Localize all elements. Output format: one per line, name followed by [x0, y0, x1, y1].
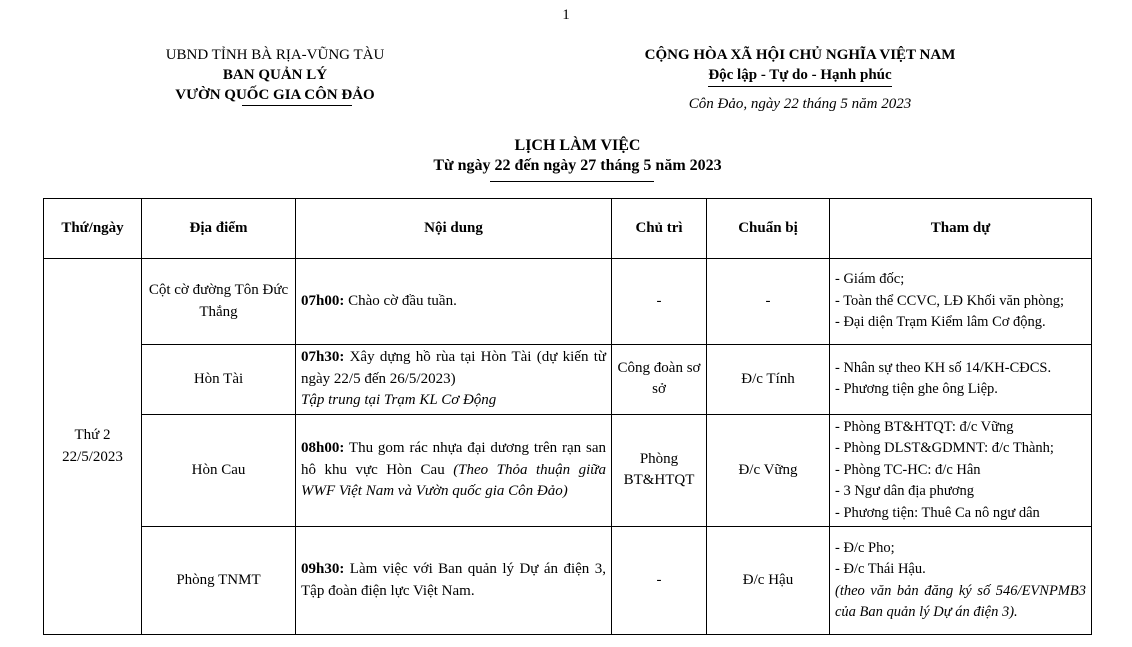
chair-cell: -	[612, 259, 707, 345]
table-row	[44, 259, 1092, 345]
location-cell: Cột cờ đường Tôn Đức Thắng	[142, 259, 296, 345]
col-header-attendees: Tham dự	[830, 199, 1092, 259]
agency-header	[130, 45, 420, 106]
attendee-item: - Phòng BT&HTQT: đ/c Vững	[835, 418, 1014, 435]
day-cell	[44, 259, 142, 635]
attendee-item: - 3 Ngư dân địa phương	[835, 483, 974, 499]
location-cell: Hòn Cau	[142, 414, 296, 527]
schedule-table	[43, 198, 1092, 635]
prepare-cell: Đ/c Tính	[707, 345, 830, 415]
day-weekday: Thứ 2	[74, 427, 111, 443]
table-header-row	[44, 199, 1092, 259]
content-text: Thu gom rác nhựa đại dương trên rạn san hô khu vực Hòn Cau	[301, 440, 606, 478]
attendee-item: - Phương tiện ghe ông Liệp.	[835, 381, 998, 398]
attendee-item: - Nhân sự theo KH số 14/KH-CĐCS.	[835, 359, 1052, 376]
content-cell	[296, 259, 612, 345]
page-number: 1	[562, 7, 570, 23]
chair-cell: Phòng BT&HTQT	[612, 414, 707, 527]
col-header-content: Nội dung	[296, 199, 612, 259]
nation-name: CỘNG HÒA XÃ HỘI CHỦ NGHĨA VIỆT NAM	[644, 47, 956, 63]
attendee-item: - Phương tiện: Thuê Ca nô ngư dân	[835, 504, 1040, 521]
content-time: 07h00:	[301, 292, 345, 309]
prepare-cell: Đ/c Hậu	[707, 527, 830, 635]
content-text: Xây dựng hồ rùa tại Hòn Tài (dự kiến từ ngày 22/5 đến 26/5/2023)	[301, 349, 606, 387]
document-title-block	[0, 136, 1132, 176]
col-header-chair: Chủ trì	[612, 199, 707, 259]
chair-cell: Công đoàn sơ sở	[612, 345, 707, 415]
attendees-cell	[830, 345, 1092, 415]
attendee-item: - Toàn thể CCVC, LĐ Khối văn phòng;	[835, 292, 1065, 309]
attendee-item: - Đ/c Thái Hậu.	[835, 561, 926, 577]
attendee-item: - Phòng TC-HC: đ/c Hân	[835, 461, 981, 478]
agency-name-line2: VƯỜN QUỐC GIA CÔN ĐẢO	[175, 87, 375, 103]
attendee-note: (theo văn bản đăng ký số 546/EVNPMB3 của Ban quản lý Dự án điện 3).	[835, 582, 1086, 620]
content-text: Chào cờ đầu tuần.	[344, 292, 457, 309]
document-subtitle: Từ ngày 22 đến ngày 27 tháng 5 năm 2023	[433, 157, 722, 174]
content-time: 07h30:	[301, 349, 345, 365]
content-time: 09h30:	[301, 561, 345, 577]
document-date: Côn Đảo, ngày 22 tháng 5 năm 2023	[688, 96, 912, 112]
prepare-cell: -	[707, 259, 830, 345]
content-cell	[296, 527, 612, 635]
attendees-cell	[830, 414, 1092, 527]
col-header-day: Thứ/ngày	[44, 199, 142, 259]
attendees-cell	[830, 527, 1092, 635]
agency-name-line1: BAN QUẢN LÝ	[222, 67, 328, 83]
agency-parent: UBND TỈNH BÀ RỊA-VŨNG TÀU	[165, 47, 385, 63]
location-cell: Hòn Tài	[142, 345, 296, 415]
col-header-prepare: Chuẩn bị	[707, 199, 830, 259]
location-cell: Phòng TNMT	[142, 527, 296, 635]
table-row	[44, 527, 1092, 635]
prepare-cell: Đ/c Vững	[707, 414, 830, 527]
attendee-item: - Phòng DLST&GDMNT: đ/c Thành;	[835, 440, 1054, 456]
attendee-item: - Giám đốc;	[835, 271, 905, 288]
table-row	[44, 414, 1092, 527]
title-underline	[490, 181, 654, 182]
attendee-item: - Đ/c Pho;	[835, 539, 895, 556]
agency-underline	[242, 105, 352, 106]
national-header	[580, 45, 1020, 114]
col-header-location: Địa điểm	[142, 199, 296, 259]
day-date: 22/5/2023	[62, 448, 123, 465]
content-text: Làm việc với Ban quản lý Dự án điện 3, Tập đoàn điện lực Việt Nam.	[301, 561, 606, 599]
content-note: (Theo Thỏa thuận giữa WWF Việt Nam và Vườn quốc gia Côn Đảo)	[301, 461, 606, 499]
attendee-item: - Đại diện Trạm Kiểm lâm Cơ động.	[835, 314, 1046, 331]
document-title: LỊCH LÀM VIỆC	[514, 137, 641, 154]
content-cell	[296, 345, 612, 415]
content-cell	[296, 414, 612, 527]
attendees-cell	[830, 259, 1092, 345]
content-note: Tập trung tại Trạm KL Cơ Động	[301, 392, 497, 408]
table-row	[44, 345, 1092, 415]
content-time: 08h00:	[301, 440, 345, 456]
chair-cell: -	[612, 527, 707, 635]
national-motto: Độc lập - Tự do - Hạnh phúc	[708, 65, 891, 87]
